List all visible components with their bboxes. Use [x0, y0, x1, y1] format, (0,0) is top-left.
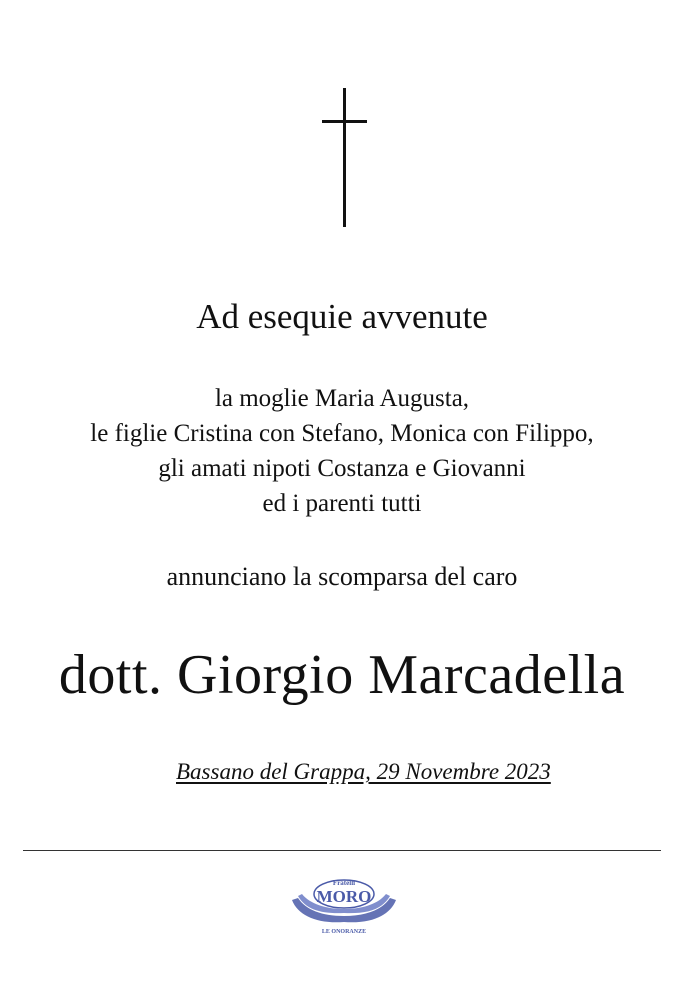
family-list: [0, 381, 684, 521]
logo-top-text: Fratelli: [332, 879, 356, 887]
family-line: la moglie Maria Augusta,: [214, 385, 470, 412]
logo-main-text: MORO: [316, 887, 372, 906]
place-date: Bassano del Grappa, 29 Novembre 2023: [176, 759, 551, 784]
announcement-text: annunciano la scomparsa del caro: [166, 562, 518, 591]
family-line: le figlie Cristina con Stefano, Monica con Filippo,: [90, 420, 594, 447]
funeral-home-logo: [288, 872, 400, 938]
family-line: ed i parenti tutti: [262, 490, 422, 517]
hands-logo-icon: [288, 872, 400, 938]
divider-line: [23, 850, 661, 851]
family-line: gli amati nipoti Costanza e Giovanni: [158, 455, 526, 482]
cross-vertical-bar: [343, 88, 346, 227]
deceased-name: dott. Giorgio Marcadella: [58, 644, 626, 706]
logo-bottom-text: LE ONORANZE: [321, 929, 367, 935]
heading: Ad esequie avvenute: [196, 297, 488, 336]
cross-horizontal-bar: [322, 120, 367, 123]
